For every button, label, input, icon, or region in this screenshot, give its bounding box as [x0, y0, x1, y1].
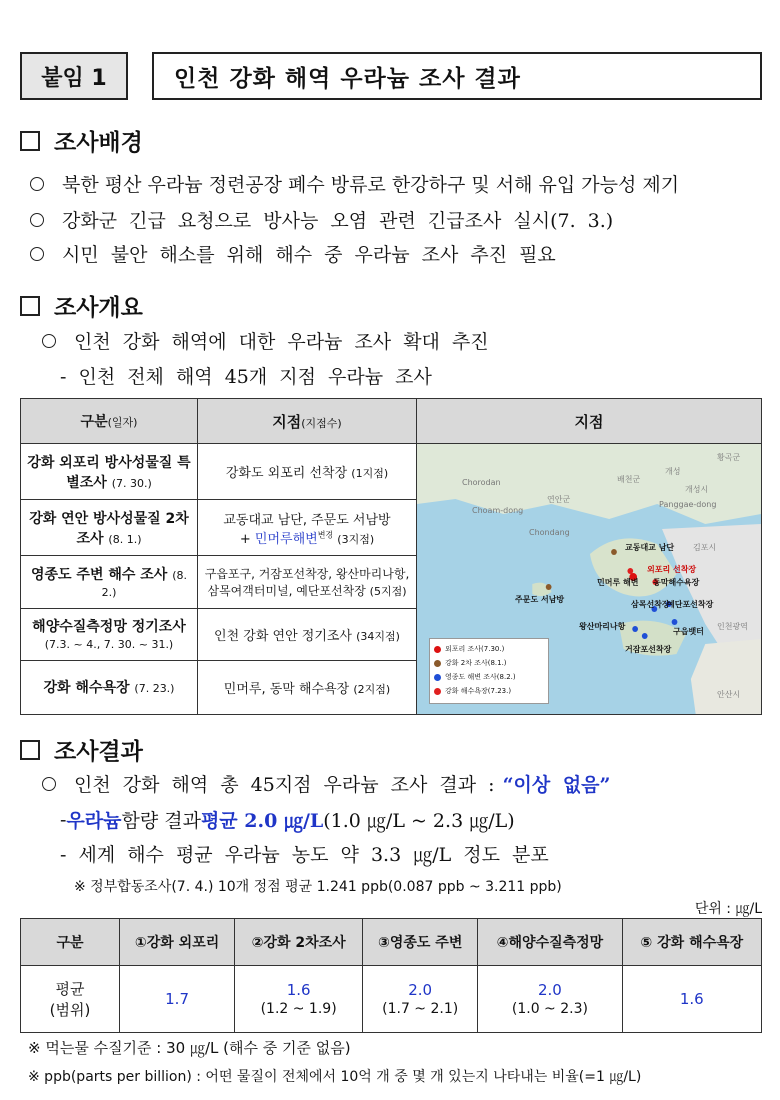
point-label: 거잠포선착장 — [625, 645, 672, 654]
point-label: 왕산마리나항 — [579, 622, 626, 631]
table-cell: 1.7 — [120, 966, 235, 1033]
point-label: 예단포선착장 — [667, 600, 714, 609]
table-header: 지점(지점수) — [198, 399, 417, 444]
place-label: 배천군 — [617, 475, 641, 484]
legend-item: 외포리 조사(7.30.) — [434, 642, 544, 656]
point-label: 민머루 해변 — [597, 578, 639, 587]
results-note: ※ 정부합동조사(7. 4.) 10개 정점 평균 1.241 ppb(0.087 ppb ~ 3.211 ppb) — [74, 879, 562, 895]
section-box-icon — [20, 131, 40, 151]
place-label: Chorodan — [462, 478, 501, 487]
point-label: 구읍뱃터 — [673, 627, 704, 636]
map-container — [417, 444, 761, 714]
footnote-2: ※ ppb(parts per billion) : 어떤 물질이 전체에서 10억 개 중 몇 개 있는지 나타내는 비율(=1 ㎍/L) — [28, 1069, 642, 1085]
legend-dot-icon — [434, 646, 441, 653]
table-row: 강화 해수욕장 (7. 23.) 민머루, 동막 해수욕장 (2지점) — [21, 660, 762, 714]
table-row — [21, 966, 762, 1033]
legend-dot-icon — [434, 674, 441, 681]
results-bullet: 인천 강화 해역 총 45지점 우라늄 조사 결과 : “이상 없음” — [42, 770, 610, 797]
legend-dot-icon — [434, 688, 441, 695]
circle-bullet-icon — [30, 247, 44, 261]
map-legend — [429, 638, 549, 704]
survey-table — [20, 398, 762, 715]
place-label: 황곡군 — [717, 453, 741, 462]
row-label: 평균 (범위) — [21, 966, 120, 1033]
unit-label: 단위 : ㎍/L — [694, 901, 762, 917]
place-label: Choam-dong — [472, 506, 524, 515]
section-background — [20, 124, 143, 157]
result-table — [20, 918, 762, 1033]
table-header: ④해양수질측정망 — [478, 919, 622, 966]
table-row: 강화 연안 방사성물질 2차 조사 (8. 1.) 교동대교 남단, 주문도 서남방 + 민머루해변$^{변경}$ (3지점) — [21, 500, 762, 556]
section-heading: 조사결과 — [54, 739, 143, 765]
legend-item: 강화 2차 조사(8.1.) — [434, 656, 544, 670]
attachment-tag: 붙임 1 — [20, 52, 128, 100]
legend-item: 강화 해수욕장(7.23.) — [434, 684, 544, 698]
table-cell: 2.0 (1.0 ~ 2.3) — [478, 966, 622, 1033]
background-bullet-3: 시민 불안 해소를 위해 해수 중 우라늄 조사 추진 필요 — [30, 240, 556, 267]
table-header-row — [21, 919, 762, 966]
table-header: 구분(일자) — [21, 399, 198, 444]
table-row: 영종도 주변 해수 조사 (8. 2.) 구읍포구, 거잠포선착장, 왕산마리나항, 삼목여객터미널, 예단포선착장 (5지점) — [21, 556, 762, 608]
point-label: 외포리 선착장 — [647, 565, 697, 574]
place-label: 개성시 — [685, 485, 709, 494]
section-box-icon — [20, 296, 40, 316]
place-label: 안산시 — [717, 690, 741, 699]
table-header: ②강화 2차조사 — [235, 919, 363, 966]
survey-map — [417, 444, 762, 715]
circle-bullet-icon — [30, 213, 44, 227]
table-header: 구분 — [21, 919, 120, 966]
place-label: 연안군 — [547, 495, 571, 504]
page-title: 인천 강화 해역 우라늄 조사 결과 — [152, 52, 762, 100]
section-heading: 조사배경 — [54, 130, 143, 156]
circle-bullet-icon — [42, 777, 56, 791]
overview-sub: - 인천 전체 해역 45개 지점 우라늄 조사 — [60, 366, 432, 388]
section-overview — [20, 289, 143, 322]
table-cell: 1.6 (1.2 ~ 1.9) — [235, 966, 363, 1033]
section-box-icon — [20, 740, 40, 760]
table-header: ⑤ 강화 해수욕장 — [622, 919, 761, 966]
point-label: 교동대교 남단 — [625, 543, 675, 552]
table-row: 해양수질측정망 정기조사 (7.3. ~ 4., 7. 30. ~ 31.) 인천 강화 연안 정기조사 (34지점) — [21, 608, 762, 660]
table-row: 강화 외포리 방사성물질 특별조사 (7. 30.) 강화도 외포리 선착장 (1지점) Chorodan Choam-dong Chondang Panggae-dong 개성시 김포시 인천광역 안산시 황곡군 배천군 연안군 개성 교동대교 남단 외포리 선착장 민머루 해변 동막해수욕장 주문도 서남방 삼목선착장 예단포선착장 왕산마리나항 구읍뱃터 거잠포선착장 외포리 조사(7.30.) 강화 2차 조사(8.1.) 영종도 해변 조사(8.2.) 강화 해수욕장(7.23.) — [21, 444, 762, 500]
section-results — [20, 733, 143, 766]
place-label: 김포시 — [693, 543, 717, 552]
table-header: ③영종도 주변 — [363, 919, 478, 966]
point-label: 삼목선착장 — [631, 600, 670, 609]
results-line-2: - 세계 해수 평균 우라늄 농도 약 3.3 ㎍/L 정도 분포 — [60, 844, 549, 866]
table-header: ①강화 외포리 — [120, 919, 235, 966]
circle-bullet-icon — [30, 177, 44, 191]
table-cell: 2.0 (1.7 ~ 2.1) — [363, 966, 478, 1033]
place-label: 인천광역 — [717, 622, 748, 631]
place-label: Chondang — [529, 528, 570, 537]
place-label: 개성 — [665, 467, 681, 476]
circle-bullet-icon — [42, 334, 56, 348]
background-bullet-2: 강화군 긴급 요청으로 방사능 오염 관련 긴급조사 실시(7. 3.) — [30, 206, 613, 233]
legend-dot-icon — [434, 660, 441, 667]
table-header-row — [21, 399, 762, 444]
overview-bullet: 인천 강화 해역에 대한 우라늄 조사 확대 추진 — [42, 327, 489, 354]
point-label: 동막해수욕장 — [653, 578, 700, 587]
legend-item: 영종도 해변 조사(8.2.) — [434, 670, 544, 684]
place-label: Panggae-dong — [659, 500, 717, 509]
point-label: 주문도 서남방 — [515, 595, 565, 604]
table-cell: 1.6 — [622, 966, 761, 1033]
footnote-1: ※ 먹는물 수질기준 : 30 ㎍/L (해수 중 기준 없음) — [28, 1039, 351, 1057]
results-line-1: - 우라늄 함량 결과 평균 2.0 ㎍/L (1.0 ㎍/L ~ 2.3 ㎍/L) — [60, 808, 515, 832]
background-bullet-1: 북한 평산 우라늄 정련공장 폐수 방류로 한강하구 및 서해 유입 가능성 제기 — [30, 170, 679, 197]
table-header: 지점 — [417, 399, 762, 444]
section-heading: 조사개요 — [54, 295, 143, 321]
